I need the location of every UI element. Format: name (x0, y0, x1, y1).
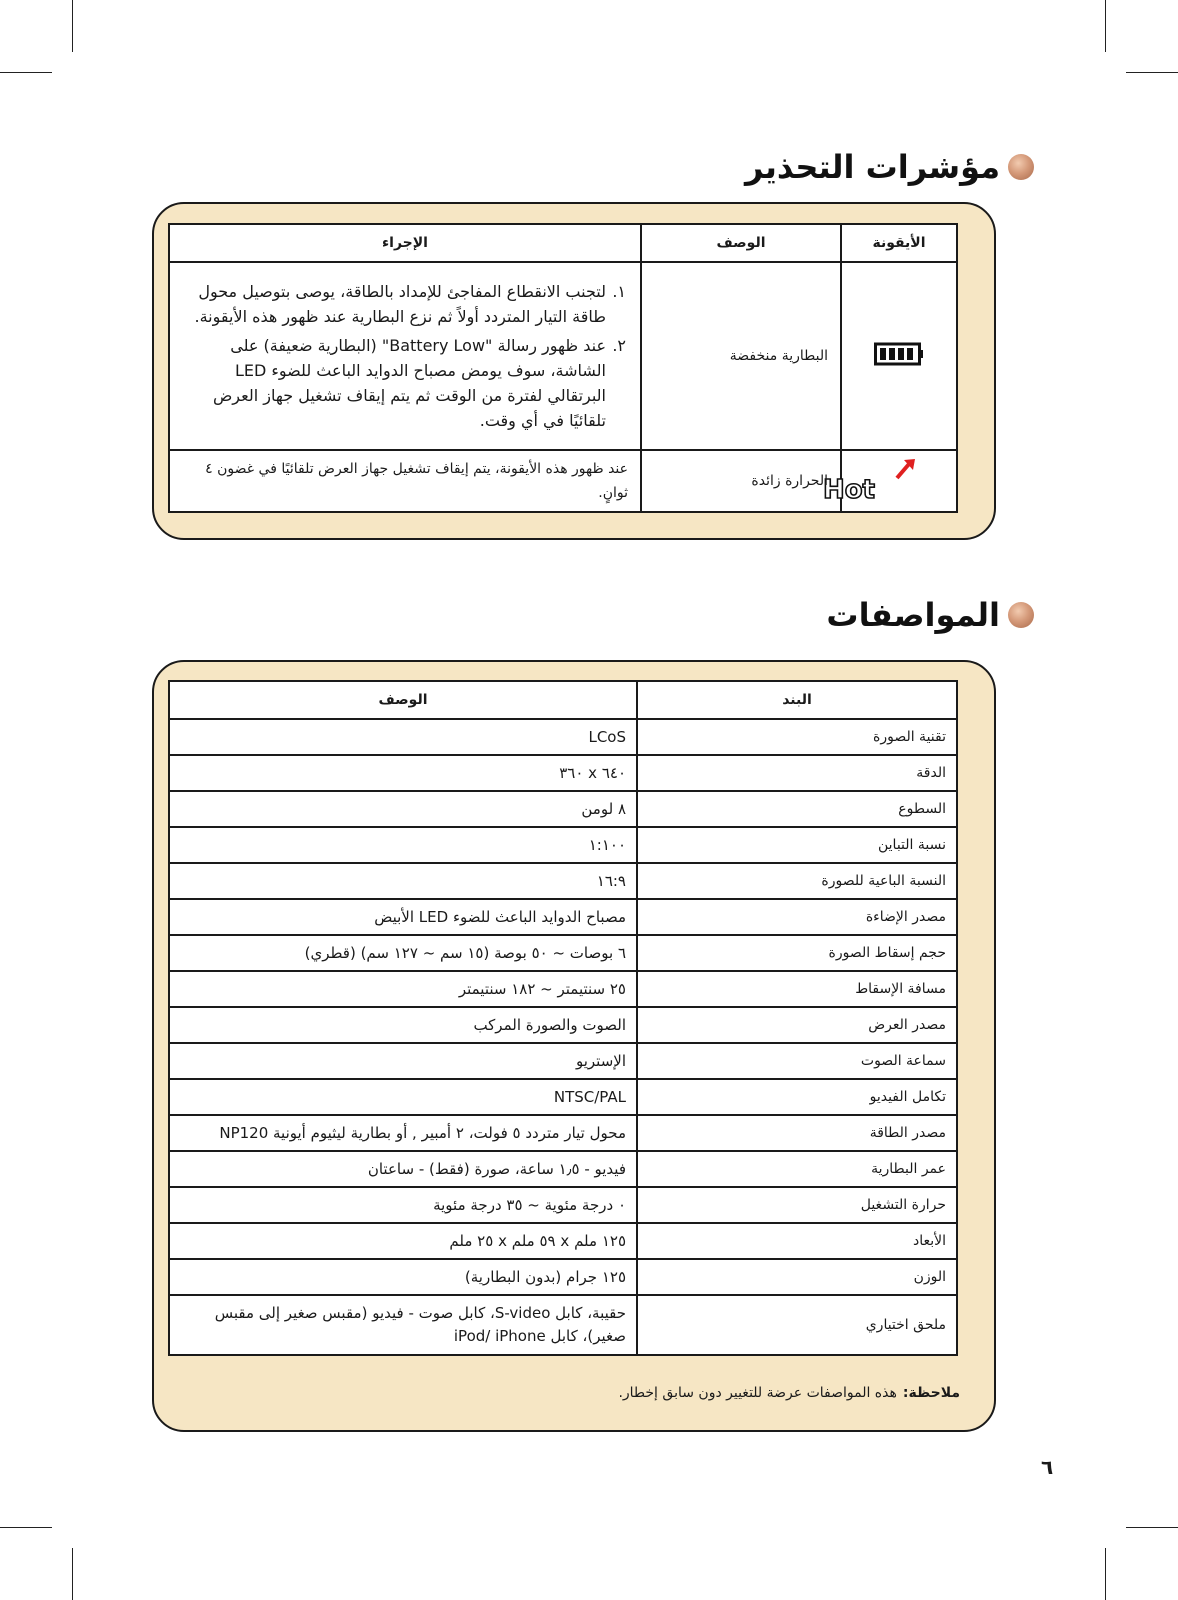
spec-value: LCoS (169, 719, 637, 755)
table-row (169, 1007, 957, 1043)
table-row (169, 827, 957, 863)
spec-item: الدقة (637, 755, 957, 791)
spec-value: NTSC/PAL (169, 1079, 637, 1115)
spec-value: ١٢٥ ملم x ٥٩ ملم x ٢٥ ملم (169, 1223, 637, 1259)
spec-value: ٠ درجة مئوية ~ ٣٥ درجة مئوية (169, 1187, 637, 1223)
header-desc: الوصف (641, 224, 841, 262)
header-desc: الوصف (169, 681, 637, 719)
page-number: ٦ (1041, 1455, 1054, 1479)
action-list (184, 279, 628, 433)
table-row (169, 1187, 957, 1223)
table-row (169, 755, 957, 791)
hot-action: عند ظهور هذه الأيقونة، يتم إيقاف تشغيل جهاز العرض تلقائيًا في غضون ٤ ثوانٍ. (169, 450, 641, 512)
spec-value: حقيبة، كابل S-video، كابل صوت - فيديو (مقبس صغير إلى مقبس صغير)، كابل iPod/ iPhone (169, 1295, 637, 1355)
spec-value: مصباح الدوايد الباعث للضوء LED الأبيض (169, 899, 637, 935)
crop-mark (1105, 0, 1106, 52)
table-row (169, 1223, 957, 1259)
spec-item: سماعة الصوت (637, 1043, 957, 1079)
note-label: ملاحظة: (902, 1385, 960, 1401)
bullet-icon (1008, 602, 1034, 628)
spec-item: تكامل الفيديو (637, 1079, 957, 1115)
table-row (169, 1115, 957, 1151)
header-action: الإجراء (169, 224, 641, 262)
item-text: عند ظهور رسالة "Battery Low" (البطارية ضعيفة) على الشاشة، سوف يومض مصباح الدوايد الباعث للضوء LED البرتقالي لفترة من الوقت ثم يتم إيقاف تشغيل جهاز العرض تلقائيًا في أي وقت. (212, 336, 606, 430)
spec-value: الصوت والصورة المركب (169, 1007, 637, 1043)
crop-mark (0, 72, 52, 73)
item-text: لتجنب الانقطاع المفاجئ للإمداد بالطاقة، يوصى بتوصيل محول طاقة التيار المتردد أولاً ثم نزع البطارية عند ظهور هذه الأيقونة. (194, 282, 606, 326)
spec-value: الإستريو (169, 1043, 637, 1079)
battery-low-action (169, 262, 641, 450)
spec-item: نسبة التباين (637, 827, 957, 863)
action-item (184, 279, 626, 329)
table-row (169, 791, 957, 827)
spec-value: ١:١٠٠ (169, 827, 637, 863)
warnings-section-heading (745, 148, 1000, 186)
specs-table (168, 680, 958, 1356)
crop-mark (1126, 1527, 1178, 1528)
spec-item: الأبعاد (637, 1223, 957, 1259)
battery-low-icon (874, 342, 924, 366)
crop-mark (1105, 1548, 1106, 1600)
header-icon: الأيقونة (841, 224, 957, 262)
header-item: البند (637, 681, 957, 719)
spec-item: النسبة الباعية للصورة (637, 863, 957, 899)
specs-title: المواصفات (826, 596, 1000, 634)
spec-value: ١٦:٩ (169, 863, 637, 899)
note-text: هذه المواصفات عرضة للتغيير دون سابق إخطار. (618, 1385, 897, 1401)
hot-desc: الحرارة زائدة (641, 450, 841, 512)
item-number: ١. (612, 282, 626, 301)
svg-text:Hot: Hot (822, 475, 875, 505)
table-header-row (169, 681, 957, 719)
spec-value: ٦٤٠ x ٣٦٠ (169, 755, 637, 791)
spec-item: مصدر العرض (637, 1007, 957, 1043)
battery-low-cell (841, 262, 957, 450)
spec-item: حجم إسقاط الصورة (637, 935, 957, 971)
table-row (169, 899, 957, 935)
table-row (169, 719, 957, 755)
item-number: ٢. (612, 336, 626, 355)
table-row (169, 262, 957, 450)
table-row (169, 1079, 957, 1115)
action-item (184, 333, 626, 433)
specs-section-heading (826, 596, 1000, 634)
hot-cell (822, 450, 957, 512)
spec-value: ٨ لومن (169, 791, 637, 827)
specs-note (618, 1385, 960, 1401)
crop-mark (0, 1527, 52, 1528)
spec-item: ملحق اختياري (637, 1295, 957, 1355)
warnings-table (168, 223, 958, 513)
spec-item: عمر البطارية (637, 1151, 957, 1187)
spec-item: مصدر الإضاءة (637, 899, 957, 935)
spec-value: فيديو - ١٫٥ ساعة، صورة (فقط) - ساعتان (169, 1151, 637, 1187)
spec-value: ١٢٥ جرام (بدون البطارية) (169, 1259, 637, 1295)
spec-value: ٢٥ سنتيمتر ~ ١٨٢ سنتيمتر (169, 971, 637, 1007)
table-row (169, 1295, 957, 1355)
battery-low-desc: البطارية منخفضة (641, 262, 841, 450)
table-row (169, 1043, 957, 1079)
table-row (169, 1259, 957, 1295)
hot-icon (822, 456, 925, 505)
crop-mark (1126, 72, 1178, 73)
spec-item: تقنية الصورة (637, 719, 957, 755)
warnings-title: مؤشرات التحذير (744, 148, 1000, 186)
table-row (169, 971, 957, 1007)
spec-value: محول تيار متردد ٥ فولت، ٢ أمبير , أو بطارية ليثيوم أيونية NP120 (169, 1115, 637, 1151)
spec-item: مصدر الطاقة (637, 1115, 957, 1151)
spec-value: ٦ بوصات ~ ٥٠ بوصة (١٥ سم ~ ١٢٧ سم) (قطري) (169, 935, 637, 971)
table-row (169, 450, 957, 512)
spec-item: حرارة التشغيل (637, 1187, 957, 1223)
table-row (169, 935, 957, 971)
spec-item: الوزن (637, 1259, 957, 1295)
crop-mark (72, 0, 73, 52)
table-row (169, 1151, 957, 1187)
bullet-icon (1008, 154, 1034, 180)
spec-item: مسافة الإسقاط (637, 971, 957, 1007)
crop-mark (72, 1548, 73, 1600)
table-header-row (169, 224, 957, 262)
table-row (169, 863, 957, 899)
spec-item: السطوع (637, 791, 957, 827)
